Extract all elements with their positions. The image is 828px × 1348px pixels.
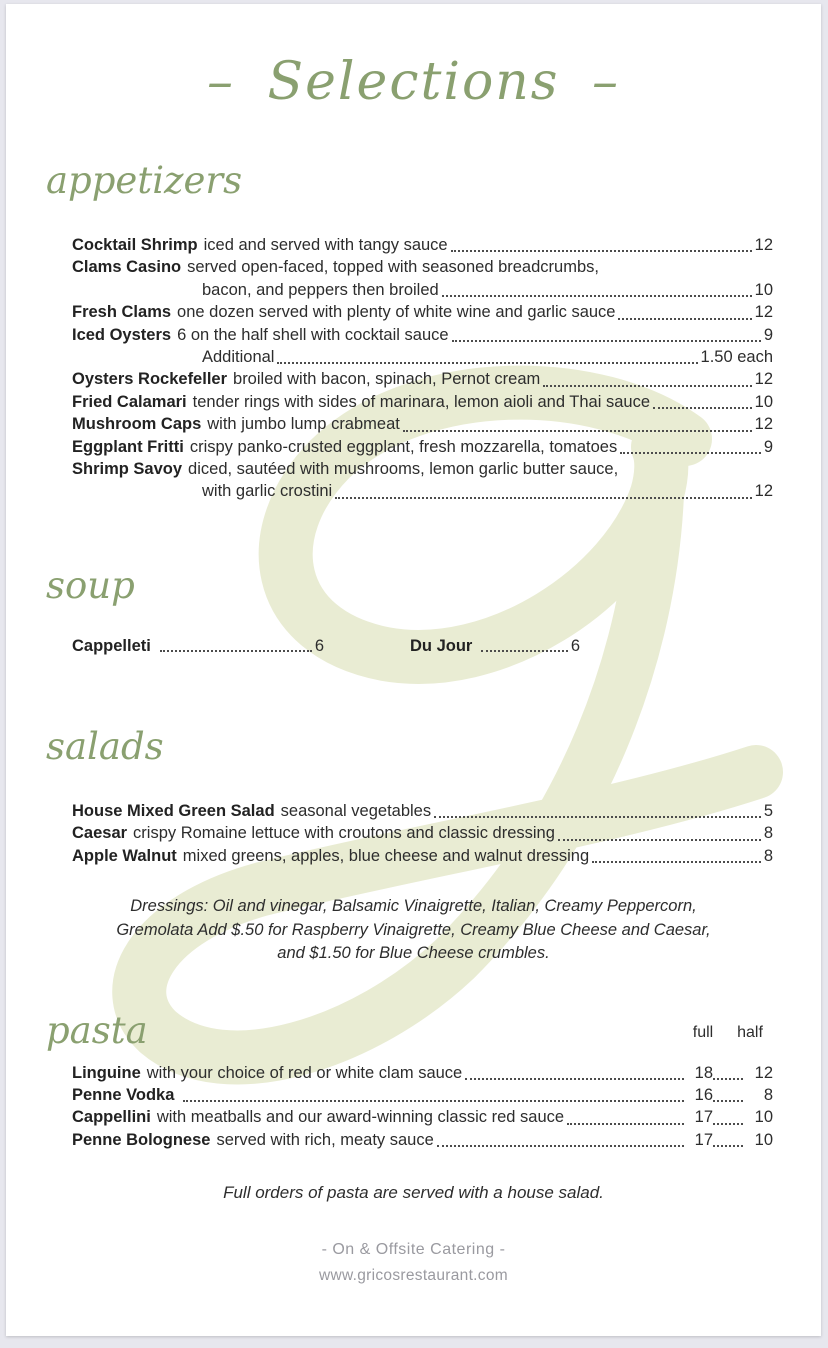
item-name: Linguine — [72, 1063, 141, 1082]
item-name: Fried Calamari — [72, 392, 187, 411]
item-description: served with rich, meaty sauce — [216, 1130, 434, 1149]
item-description: diced, sautéed with mushrooms, lemon garlic butter sauce, — [188, 460, 619, 479]
item-name: Apple Walnut — [72, 846, 177, 865]
dotted-leader — [183, 1100, 684, 1102]
item-price-full: 17 — [694, 1130, 713, 1149]
item-name: Cappelleti — [72, 636, 151, 655]
dotted-leader — [620, 452, 761, 454]
dotted-leader — [403, 430, 752, 432]
dotted-leader — [713, 1100, 743, 1102]
item-price-half: 10 — [754, 1130, 773, 1149]
item-price-half: 8 — [763, 1086, 773, 1104]
menu-item-row — [72, 391, 773, 413]
item-name: Fresh Clams — [72, 303, 172, 322]
dotted-leader — [713, 1145, 743, 1147]
item-price: 10 — [754, 280, 773, 299]
item-description: with your choice of red or white clam sauce — [146, 1063, 463, 1082]
menu-item-row — [72, 346, 773, 368]
menu-item-row — [72, 458, 773, 480]
item-price: 9 — [763, 325, 773, 344]
menu-item-row — [72, 413, 773, 435]
item-name: House Mixed Green Salad — [72, 801, 275, 820]
dotted-leader — [618, 318, 751, 320]
item-price: 8 — [763, 824, 773, 843]
item-price: 12 — [754, 236, 773, 254]
item-name: Clams Casino — [72, 258, 182, 277]
menu-item-row — [72, 1084, 773, 1106]
menu-item-row — [72, 279, 773, 301]
item-description: mixed greens, apples, blue cheese and walnut dressing — [182, 846, 590, 865]
dotted-leader — [335, 497, 751, 499]
menu-page — [6, 4, 821, 1336]
website-url: www.gricosrestaurant.com — [319, 1267, 508, 1285]
menu-item-row — [72, 1129, 773, 1151]
item-description: with garlic crostini — [202, 482, 333, 501]
item-description: bacon, and peppers then broiled — [202, 280, 439, 299]
dotted-leader — [713, 1078, 743, 1080]
salads-list — [72, 800, 773, 867]
dotted-leader — [452, 340, 761, 342]
item-price-full: 18 — [694, 1063, 713, 1082]
menu-item-row — [72, 301, 773, 323]
dotted-leader — [451, 250, 752, 252]
menu-item-row — [72, 324, 773, 346]
dotted-leader — [277, 362, 697, 364]
item-price-full: 17 — [694, 1108, 713, 1127]
item-price: 6 — [314, 636, 324, 655]
item-price: 12 — [754, 303, 773, 322]
item-description: broiled with bacon, spinach, Pernot cream — [233, 370, 541, 389]
item-price: 5 — [763, 801, 773, 820]
item-description: tender rings with sides of marinara, lemon aioli and Thai sauce — [192, 392, 650, 411]
menu-item-row — [72, 1106, 773, 1128]
pasta-note: Full orders of pasta are served with a house salad. — [223, 1183, 604, 1203]
dressings-line: Gremolata Add $.50 for Raspberry Vinaigrette, Creamy Blue Cheese and Caesar, — [116, 920, 711, 939]
item-price: 8 — [763, 846, 773, 865]
item-price-half: 10 — [754, 1108, 773, 1127]
dotted-leader — [592, 861, 761, 863]
section-heading-appetizers: appetizers — [46, 159, 243, 202]
dotted-leader — [437, 1145, 684, 1147]
dotted-leader — [442, 295, 752, 297]
menu-item-row — [72, 800, 773, 822]
item-description: iced and served with tangy sauce — [203, 236, 448, 254]
item-price-half: 12 — [754, 1063, 773, 1082]
item-description: seasonal vegetables — [280, 801, 432, 820]
item-name: Caesar — [72, 824, 128, 843]
item-price: 10 — [754, 392, 773, 411]
item-name: Oysters Rockefeller — [72, 370, 228, 389]
dotted-leader — [160, 650, 312, 652]
menu-item-row — [72, 637, 324, 656]
menu-item-row — [72, 822, 773, 844]
dressings-line: and $1.50 for Blue Cheese crumbles. — [277, 944, 550, 963]
item-description: with jumbo lump crabmeat — [207, 415, 400, 434]
item-description: crispy Romaine lettuce with croutons and classic dressing — [133, 824, 555, 843]
catering-line: - On & Offsite Catering - — [321, 1241, 506, 1259]
item-price: 12 — [754, 370, 773, 389]
section-heading-pasta: pasta — [46, 1008, 148, 1052]
item-price: 6 — [570, 636, 580, 655]
menu-item-row — [72, 845, 773, 867]
item-name: Shrimp Savoy — [72, 460, 183, 479]
column-header-full: full — [692, 1023, 714, 1041]
item-description: one dozen served with plenty of white wine and garlic sauce — [177, 303, 616, 322]
item-name: Iced Oysters — [72, 325, 172, 344]
dotted-leader — [713, 1123, 743, 1125]
item-name: Cocktail Shrimp — [72, 236, 198, 254]
menu-item-row — [72, 256, 773, 278]
appetizers-list — [72, 234, 773, 503]
column-header-half: half — [737, 1023, 763, 1041]
item-price-full: 16 — [694, 1086, 713, 1104]
item-price: 1.50 each — [700, 348, 773, 367]
item-name: Penne Vodka — [72, 1086, 175, 1104]
menu-item-row — [72, 480, 773, 502]
menu-item-row — [72, 234, 773, 256]
dotted-leader — [481, 650, 567, 652]
pasta-column-headers — [679, 1024, 773, 1042]
dressings-note — [6, 895, 821, 966]
soup-list — [72, 637, 773, 656]
dotted-leader — [434, 816, 761, 818]
item-name: Penne Bolognese — [72, 1130, 211, 1149]
menu-item-row — [410, 637, 580, 656]
menu-item-row — [72, 436, 773, 458]
item-name: Cappellini — [72, 1108, 151, 1127]
section-heading-salads: salads — [46, 724, 164, 768]
dotted-leader — [543, 385, 751, 387]
item-description: Additional — [202, 348, 275, 367]
item-name: Mushroom Caps — [72, 415, 202, 434]
pasta-section — [6, 1006, 821, 1152]
dotted-leader — [653, 407, 752, 409]
item-description: 6 on the half shell with cocktail sauce — [177, 325, 449, 344]
section-heading-soup: soup — [46, 563, 135, 607]
menu-item-row — [72, 1062, 773, 1084]
menu-title: – Selections – — [207, 52, 620, 112]
dressings-line: Dressings: Oil and vinegar, Balsamic Vinaigrette, Italian, Creamy Peppercorn, — [130, 897, 697, 916]
item-name: Eggplant Fritti — [72, 437, 184, 456]
item-description: with meatballs and our award-winning classic red sauce — [156, 1108, 565, 1127]
dotted-leader — [465, 1078, 684, 1080]
item-price: 12 — [754, 482, 773, 501]
dotted-leader — [558, 839, 761, 841]
menu-item-row — [72, 368, 773, 390]
pasta-list — [72, 1062, 773, 1152]
item-description: crispy panko-crusted eggplant, fresh mozzarella, tomatoes — [189, 437, 618, 456]
item-price: 9 — [763, 437, 773, 456]
item-price: 12 — [754, 415, 773, 434]
item-description: served open-faced, topped with seasoned breadcrumbs, — [187, 258, 599, 277]
dotted-leader — [567, 1123, 684, 1125]
item-name: Du Jour — [410, 636, 473, 655]
